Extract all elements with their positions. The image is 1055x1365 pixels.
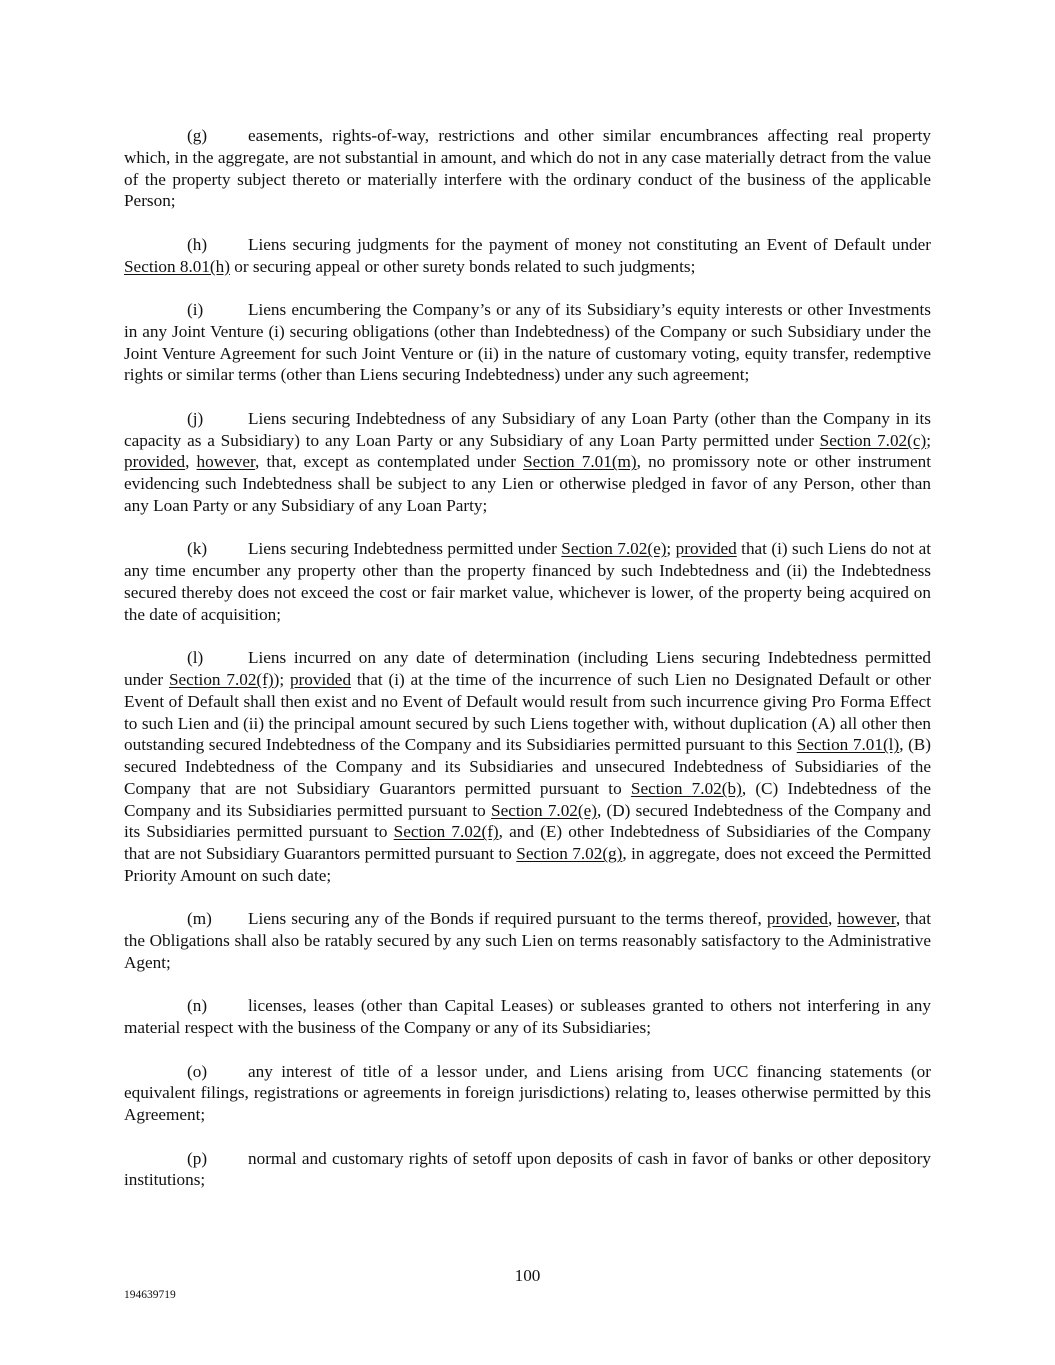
- cross-reference: Section 7.02(e): [561, 539, 667, 559]
- clause-text: licenses, leases (other than Capital Leases) or subleases granted to others not interfering in any material respect with the business of the Company or any of its Subsidiaries;: [124, 996, 931, 1038]
- clause-text: , (C) Indebtedness of the Company and its Subsidiaries permitted pursuant to: [124, 778, 931, 820]
- clause-label: (h): [187, 234, 208, 254]
- cross-reference: Section 7.02(b): [630, 778, 742, 798]
- clause-paragraph: [124, 299, 931, 386]
- clause-label: (i): [187, 299, 204, 319]
- clause-text: Liens securing Indebtedness permitted under: [248, 539, 562, 559]
- cross-reference: Section 7.01(l): [796, 735, 900, 755]
- clause-label: (n): [187, 996, 208, 1016]
- clause-label: (o): [187, 1061, 208, 1081]
- clause-label: (j): [187, 408, 204, 428]
- cross-reference: provided: [289, 669, 352, 689]
- clause-text: );: [273, 669, 290, 689]
- clause-paragraph: [124, 647, 931, 887]
- clause-paragraph: [124, 538, 931, 625]
- clause-label: (l): [187, 648, 204, 668]
- cross-reference: Section 7.01(m): [523, 452, 637, 472]
- clause-text: any interest of title of a lessor under, and Liens arising from UCC financing statements (or equivalent filings, registrations or agreements in foreign jurisdictions) relating to, leases otherwise permitted by this Agreement;: [124, 1061, 931, 1125]
- cross-reference: provided: [124, 452, 186, 472]
- cross-reference: Section 7.02(f): [393, 822, 499, 842]
- clause-text: or securing appeal or other surety bonds related to such judgments;: [229, 256, 696, 276]
- clause-paragraph: [124, 908, 931, 973]
- document-id: 194639719: [124, 1289, 176, 1301]
- clause-label: (k): [187, 539, 208, 559]
- clause-text: that (i) at the time of the incurrence of such Lien no Designated Default or other Event of Default shall then exist and no Event of Default would result from such incurrence giving Pro Forma Effect to such Lien and (ii) the principal amount secured by such Liens together with, without duplication (A) all other then outstanding secured Indebtedness of the Company and its Subsidiaries permitted pursuant to this: [124, 669, 932, 755]
- clause-paragraph: [124, 1148, 931, 1192]
- clause-text: ,: [185, 452, 197, 472]
- clause-text: , that the Obligations shall also be ratably secured by any such Lien on terms reasonably satisfactory to the Administrative Agent;: [124, 909, 931, 973]
- clause-text: ;: [926, 430, 931, 450]
- clause-text: Liens securing judgments for the payment of money not constituting an Event of Default under: [248, 234, 931, 254]
- paragraph-list: [124, 125, 931, 1191]
- clause-text: , that, except as contemplated under: [255, 452, 524, 472]
- clause-label: (g): [187, 126, 208, 145]
- clause-text: that (i) such Liens do not at any time encumber any property other than the property financed by such Indebtedness and (ii) the Indebtedness secured thereby does not exceed the cost or fair market value, whichever is lower, of the property being acquired on the date of acquisition;: [124, 539, 931, 624]
- clause-text: ;: [666, 539, 676, 559]
- clause-text: , in aggregate, does not exceed the Permitted Priority Amount on such date;: [124, 844, 931, 886]
- clause-text: Liens securing Indebtedness of any Subsidiary of any Loan Party (other than the Company in its capacity as a Subsidiary) to any Loan Party or any Subsidiary of any Loan Party permitted under: [124, 408, 931, 450]
- clause-text: , (B) secured Indebtedness of the Company and its Subsidiaries and unsecured Indebtedness of Subsidiaries of the Company that are not Subsidiary Guarantors permitted pursuant to: [124, 735, 931, 798]
- clause-paragraph: [124, 995, 931, 1039]
- clause-paragraph: [124, 234, 931, 278]
- cross-reference: Section 7.02(f): [168, 669, 274, 689]
- document-page: [124, 125, 931, 1213]
- cross-reference: however: [837, 909, 896, 929]
- clause-text: , no promissory note or other instrument evidencing such Indebtedness shall be subject to any Lien or otherwise pledged in favor of any Person, other than any Loan Party or any Subsidiary of any Loan Party;: [124, 452, 931, 515]
- cross-reference: Section 7.02(c): [819, 430, 927, 450]
- clause-text: Liens incurred on any date of determination (including Liens securing Indebtedness permitted under: [124, 648, 931, 689]
- clause-label: (m): [187, 909, 212, 929]
- clause-text: ,: [827, 909, 838, 929]
- page-number: 100: [514, 1266, 541, 1285]
- clause-text: Liens securing any of the Bonds if required pursuant to the terms thereof,: [248, 909, 767, 929]
- clause-paragraph: [124, 1061, 931, 1126]
- cross-reference: Section 7.02(g): [516, 844, 623, 864]
- clause-text: , (D) secured Indebtedness of the Company and its Subsidiaries permitted pursuant to: [124, 800, 932, 842]
- cross-reference: however: [196, 452, 256, 472]
- cross-reference: Section 8.01(h): [124, 256, 230, 276]
- clause-text: Liens encumbering the Company’s or any of its Subsidiary’s equity interests or other Investments in any Joint Venture (i) securing obligations (other than Indebtedness) of the Company or such Subsidiary under the Joint Venture Agreement for such Joint Venture or (ii) in the nature of customary voting, equity transfer, redemptive rights or similar terms (other than Liens securing Indebtedness) under any such agreement;: [124, 299, 931, 385]
- clause-label: (p): [187, 1148, 208, 1168]
- cross-reference: provided: [766, 909, 828, 929]
- cross-reference: provided: [675, 539, 737, 559]
- clause-paragraph: [124, 125, 931, 212]
- cross-reference: Section 7.02(e): [491, 800, 597, 820]
- clause-text: easements, rights-of-way, restrictions and other similar encumbrances affecting real property which, in the aggregate, are not substantial in amount, and which do not in any case materially detract from the value of the property subject thereto or materially interfere with the ordinary conduct of the business of the applicable Person;: [124, 126, 931, 211]
- clause-text: , and (E) other Indebtedness of Subsidiaries of the Company that are not Subsidiary Guarantors permitted pursuant to: [124, 822, 931, 864]
- clause-text: normal and customary rights of setoff upon deposits of cash in favor of banks or other depository institutions;: [124, 1148, 931, 1190]
- clause-paragraph: [124, 408, 931, 517]
